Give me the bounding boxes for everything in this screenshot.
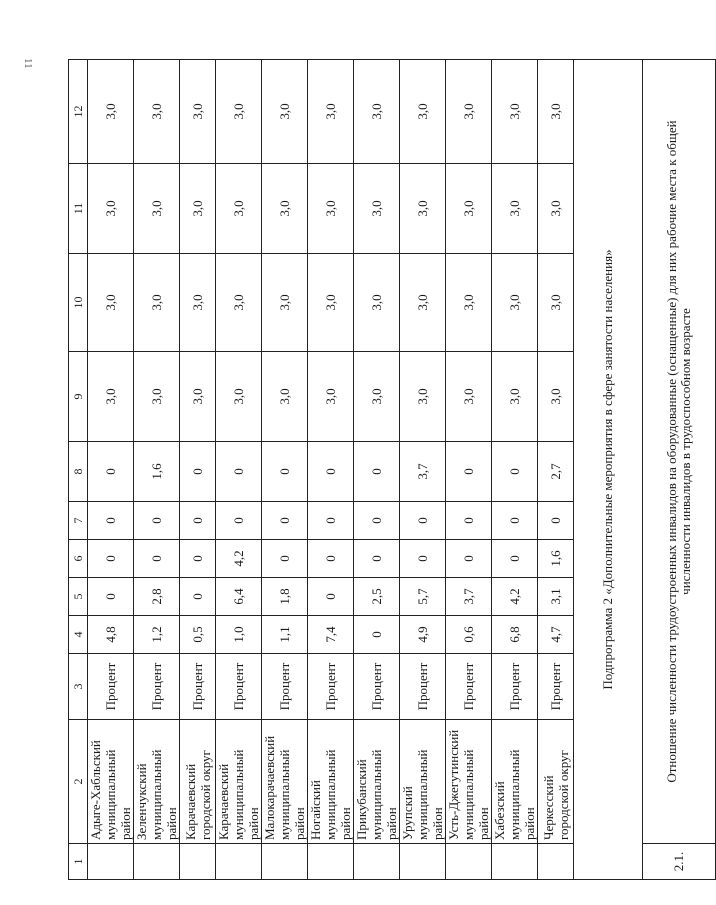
empty-index-cell <box>180 844 216 880</box>
value-cell: 0 <box>308 442 354 502</box>
unit-cell: Процент <box>262 654 308 720</box>
empty-index-cell <box>400 844 446 880</box>
value-cell: 1,6 <box>538 540 574 578</box>
value-cell: 3,0 <box>538 254 574 352</box>
value-cell: 3,0 <box>262 352 308 442</box>
empty-index-cell <box>134 844 180 880</box>
indicator-number: 2.1. <box>643 844 716 880</box>
indicators-table <box>68 59 716 880</box>
value-cell: 0 <box>262 442 308 502</box>
rotated-table-container <box>68 60 693 880</box>
value-cell: 0 <box>354 502 400 540</box>
value-cell: 0 <box>446 540 492 578</box>
value-cell: 3,0 <box>492 254 538 352</box>
value-cell: 0 <box>400 540 446 578</box>
value-cell: 3,0 <box>88 164 134 254</box>
value-cell: 3,0 <box>308 254 354 352</box>
value-cell: 3,0 <box>354 164 400 254</box>
subprogram-title: Подпрограмма 2 «Дополнительные мероприятия в сфере занятости населения» <box>574 60 643 880</box>
value-cell: 3,0 <box>216 164 262 254</box>
table-row <box>88 60 134 880</box>
value-cell: 3,0 <box>400 164 446 254</box>
municipality-name: Хабезский муниципальный район <box>492 720 538 844</box>
page-number: 11 <box>22 58 34 69</box>
value-cell: 3,0 <box>216 352 262 442</box>
unit-cell: Процент <box>538 654 574 720</box>
value-cell: 0 <box>134 540 180 578</box>
value-cell: 3,0 <box>262 254 308 352</box>
value-cell: 6,8 <box>492 616 538 654</box>
indicator-text: Отношение численности трудоустроенных инвалидов на оборудованные (оснащенные) для них рабочие места к общей численности инвалидов в трудоспособном возрасте <box>643 60 716 844</box>
column-number-4: 4 <box>69 616 88 654</box>
column-number-10: 10 <box>69 254 88 352</box>
municipality-name: Карачаевский муниципальный район <box>216 720 262 844</box>
value-cell: 0 <box>262 502 308 540</box>
municipality-name: Адыге-Хабльский муниципальный район <box>88 720 134 844</box>
unit-cell: Процент <box>492 654 538 720</box>
column-number-6: 6 <box>69 540 88 578</box>
value-cell: 0 <box>134 502 180 540</box>
value-cell: 0 <box>492 502 538 540</box>
value-cell: 0 <box>354 540 400 578</box>
value-cell: 0 <box>180 442 216 502</box>
empty-index-cell <box>354 844 400 880</box>
value-cell: 3,0 <box>180 60 216 164</box>
municipality-name: Черкесский городской округ <box>538 720 574 844</box>
value-cell: 4,2 <box>216 540 262 578</box>
empty-index-cell <box>308 844 354 880</box>
value-cell: 0 <box>308 540 354 578</box>
subprogram-row <box>574 60 643 880</box>
municipality-name: Ногайский муниципальный район <box>308 720 354 844</box>
value-cell: 3,0 <box>446 352 492 442</box>
value-cell: 0 <box>446 502 492 540</box>
value-cell: 0 <box>446 442 492 502</box>
value-cell: 3,0 <box>538 352 574 442</box>
empty-index-cell <box>88 844 134 880</box>
column-number-7: 7 <box>69 502 88 540</box>
value-cell: 0 <box>400 502 446 540</box>
value-cell: 3,0 <box>492 60 538 164</box>
value-cell: 3,0 <box>308 60 354 164</box>
value-cell: 3,1 <box>538 578 574 616</box>
value-cell: 3,0 <box>446 164 492 254</box>
value-cell: 3,0 <box>400 352 446 442</box>
column-number-9: 9 <box>69 352 88 442</box>
value-cell: 0 <box>180 502 216 540</box>
table-row <box>180 60 216 880</box>
column-number-1: 1 <box>69 844 88 880</box>
value-cell: 0 <box>88 442 134 502</box>
value-cell: 3,0 <box>134 164 180 254</box>
value-cell: 0 <box>262 540 308 578</box>
column-number-12: 12 <box>69 60 88 164</box>
table-row <box>262 60 308 880</box>
value-cell: 3,0 <box>308 164 354 254</box>
value-cell: 3,0 <box>492 164 538 254</box>
column-number-8: 8 <box>69 442 88 502</box>
value-cell: 2,5 <box>354 578 400 616</box>
column-number-5: 5 <box>69 578 88 616</box>
value-cell: 7,4 <box>308 616 354 654</box>
value-cell: 3,0 <box>446 254 492 352</box>
unit-cell: Процент <box>180 654 216 720</box>
table-row <box>400 60 446 880</box>
value-cell: 0 <box>492 442 538 502</box>
value-cell: 0,6 <box>446 616 492 654</box>
value-cell: 3,0 <box>538 60 574 164</box>
unit-cell: Процент <box>446 654 492 720</box>
value-cell: 0 <box>216 502 262 540</box>
value-cell: 3,0 <box>180 352 216 442</box>
table-row <box>446 60 492 880</box>
value-cell: 0 <box>354 616 400 654</box>
value-cell: 0 <box>88 578 134 616</box>
value-cell: 0 <box>354 442 400 502</box>
value-cell: 3,0 <box>134 60 180 164</box>
value-cell: 4,2 <box>492 578 538 616</box>
municipality-name: Малокарачаевский муниципальный район <box>262 720 308 844</box>
table-row <box>216 60 262 880</box>
municipality-name: Карачаевский городской округ <box>180 720 216 844</box>
value-cell: 4,8 <box>88 616 134 654</box>
table-row <box>538 60 574 880</box>
value-cell: 0 <box>180 540 216 578</box>
value-cell: 3,0 <box>400 254 446 352</box>
column-number-11: 11 <box>69 164 88 254</box>
value-cell: 0 <box>308 502 354 540</box>
value-cell: 3,0 <box>492 352 538 442</box>
empty-index-cell <box>492 844 538 880</box>
table-row <box>354 60 400 880</box>
value-cell: 0 <box>492 540 538 578</box>
table-row <box>308 60 354 880</box>
value-cell: 3,0 <box>88 60 134 164</box>
municipality-name: Урупский муниципальный район <box>400 720 446 844</box>
value-cell: 3,0 <box>446 60 492 164</box>
unit-cell: Процент <box>400 654 446 720</box>
unit-cell: Процент <box>134 654 180 720</box>
value-cell: 0 <box>88 540 134 578</box>
value-cell: 3,0 <box>354 60 400 164</box>
table-row <box>134 60 180 880</box>
value-cell: 3,0 <box>134 254 180 352</box>
municipality-name: Зеленчукский муниципальный район <box>134 720 180 844</box>
value-cell: 4,7 <box>538 616 574 654</box>
value-cell: 3,0 <box>88 352 134 442</box>
value-cell: 0 <box>308 578 354 616</box>
value-cell: 0 <box>180 578 216 616</box>
value-cell: 3,0 <box>400 60 446 164</box>
value-cell: 2,8 <box>134 578 180 616</box>
unit-cell: Процент <box>354 654 400 720</box>
value-cell: 3,0 <box>134 352 180 442</box>
municipality-name: Прикубанский муниципальный район <box>354 720 400 844</box>
value-cell: 3,0 <box>88 254 134 352</box>
value-cell: 0,5 <box>180 616 216 654</box>
value-cell: 3,7 <box>446 578 492 616</box>
value-cell: 1,6 <box>134 442 180 502</box>
value-cell: 4,9 <box>400 616 446 654</box>
value-cell: 3,0 <box>216 254 262 352</box>
value-cell: 3,0 <box>538 164 574 254</box>
value-cell: 0 <box>538 502 574 540</box>
value-cell: 1,1 <box>262 616 308 654</box>
value-cell: 2,7 <box>538 442 574 502</box>
value-cell: 3,7 <box>400 442 446 502</box>
value-cell: 1,8 <box>262 578 308 616</box>
column-number-3: 3 <box>69 654 88 720</box>
value-cell: 5,7 <box>400 578 446 616</box>
indicator-row <box>643 60 716 880</box>
value-cell: 0 <box>216 442 262 502</box>
unit-cell: Процент <box>216 654 262 720</box>
municipality-name: Усть-Джегутинский муниципальный район <box>446 720 492 844</box>
value-cell: 3,0 <box>180 254 216 352</box>
value-cell: 3,0 <box>308 352 354 442</box>
table-row <box>492 60 538 880</box>
unit-cell: Процент <box>308 654 354 720</box>
value-cell: 3,0 <box>354 254 400 352</box>
value-cell: 3,0 <box>262 164 308 254</box>
value-cell: 6,4 <box>216 578 262 616</box>
value-cell: 3,0 <box>216 60 262 164</box>
column-number-2: 2 <box>69 720 88 844</box>
unit-cell: Процент <box>88 654 134 720</box>
value-cell: 1,2 <box>134 616 180 654</box>
value-cell: 3,0 <box>354 352 400 442</box>
empty-index-cell <box>216 844 262 880</box>
value-cell: 3,0 <box>262 60 308 164</box>
value-cell: 1,0 <box>216 616 262 654</box>
empty-index-cell <box>538 844 574 880</box>
column-number-row <box>69 60 88 880</box>
value-cell: 3,0 <box>180 164 216 254</box>
empty-index-cell <box>262 844 308 880</box>
value-cell: 0 <box>88 502 134 540</box>
empty-index-cell <box>446 844 492 880</box>
